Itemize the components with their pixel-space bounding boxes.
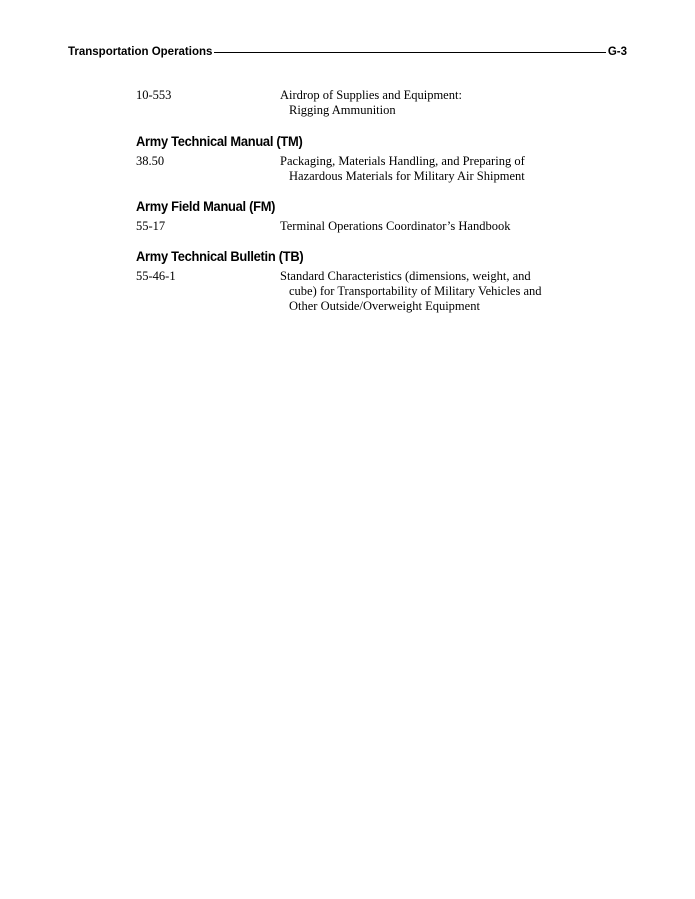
reference-entry <box>136 154 556 184</box>
running-header <box>68 44 627 60</box>
entry-title <box>280 88 556 118</box>
entry-title-line: Standard Characteristics (dimensions, weight, and <box>280 269 531 283</box>
reference-entry <box>136 88 556 118</box>
entry-title <box>280 219 556 234</box>
entry-title-line: Other Outside/Overweight Equipment <box>289 299 480 313</box>
reference-entry <box>136 219 556 234</box>
entry-number: 10-553 <box>136 88 172 102</box>
entry-title-line: cube) for Transportability of Military Vehicles and <box>289 284 542 298</box>
header-section-title: Transportation Operations <box>68 46 213 58</box>
entry-number: 55-46-1 <box>136 269 176 283</box>
entry-title <box>280 269 556 314</box>
entry-title-line: Hazardous Materials for Military Air Shipment <box>289 169 525 183</box>
entry-title <box>280 154 556 184</box>
entry-number: 55-17 <box>136 219 166 233</box>
section-heading: Army Technical Bulletin (TB) <box>136 248 304 264</box>
entry-title-line: Airdrop of Supplies and Equipment: <box>280 88 462 102</box>
entry-title-line: Packaging, Materials Handling, and Preparing of <box>280 154 525 168</box>
reference-list <box>136 88 556 314</box>
header-page-number: G-3 <box>607 46 627 58</box>
entry-title-line: Terminal Operations Coordinator’s Handbook <box>280 219 511 233</box>
reference-entry <box>136 269 556 314</box>
entry-title-line: Rigging Ammunition <box>289 103 396 117</box>
section-heading: Army Field Manual (FM) <box>136 198 276 214</box>
header-rule <box>214 52 605 53</box>
entry-number: 38.50 <box>136 154 165 168</box>
section-heading: Army Technical Manual (TM) <box>136 133 303 149</box>
